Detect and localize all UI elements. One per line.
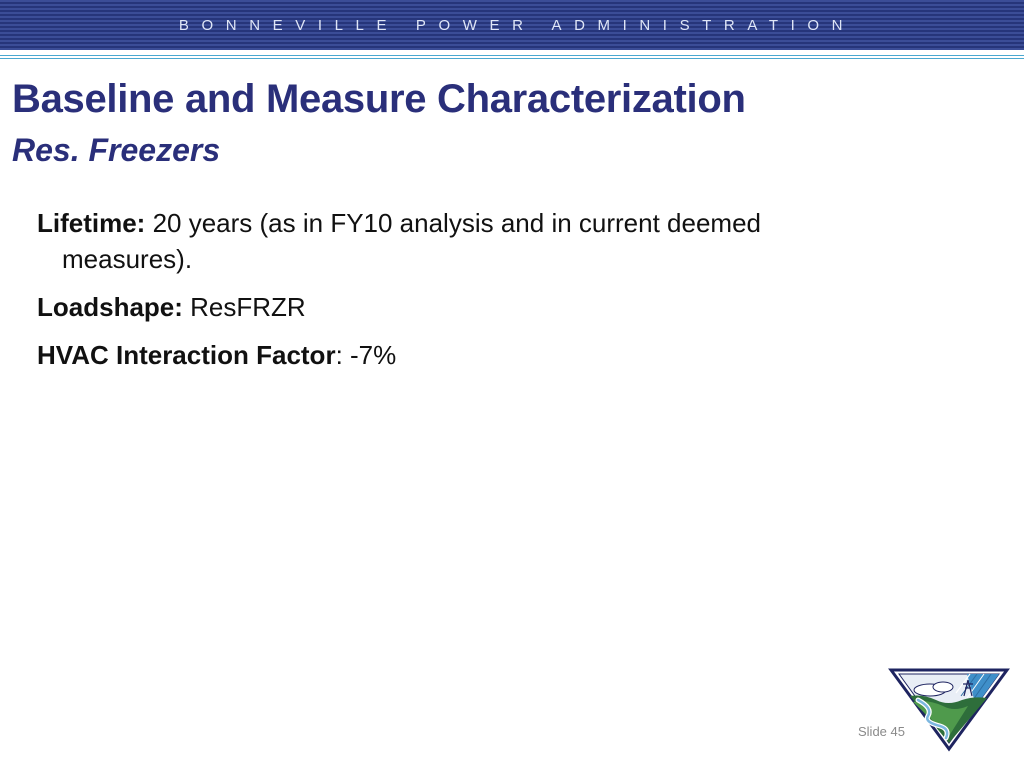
bullet-loadshape bbox=[37, 289, 837, 325]
bullet-label: Lifetime: bbox=[37, 208, 146, 238]
slide-subtitle: Res. Freezers bbox=[12, 132, 221, 168]
slide-title: Baseline and Measure Characterization bbox=[12, 77, 746, 121]
bullet-label: Loadshape: bbox=[37, 292, 183, 322]
top-banner bbox=[0, 0, 1024, 50]
banner-divider bbox=[0, 55, 1024, 59]
bullet-text: 20 years (as in FY10 analysis and in current deemed measures). bbox=[62, 208, 762, 274]
bullet-lifetime bbox=[37, 205, 837, 277]
bullet-label: HVAC Interaction Factor bbox=[37, 340, 336, 370]
bullet-text: : -7% bbox=[335, 340, 397, 370]
bullet-hvac-interaction-factor bbox=[37, 337, 837, 373]
bpa-triangle-logo-icon bbox=[888, 666, 1010, 752]
slide-number: Slide 45 bbox=[858, 724, 905, 739]
bullet-list bbox=[37, 205, 837, 385]
bullet-text: ResFRZR bbox=[182, 292, 306, 322]
banner-organization-name: BONNEVILLE POWER ADMINISTRATION bbox=[178, 16, 856, 34]
